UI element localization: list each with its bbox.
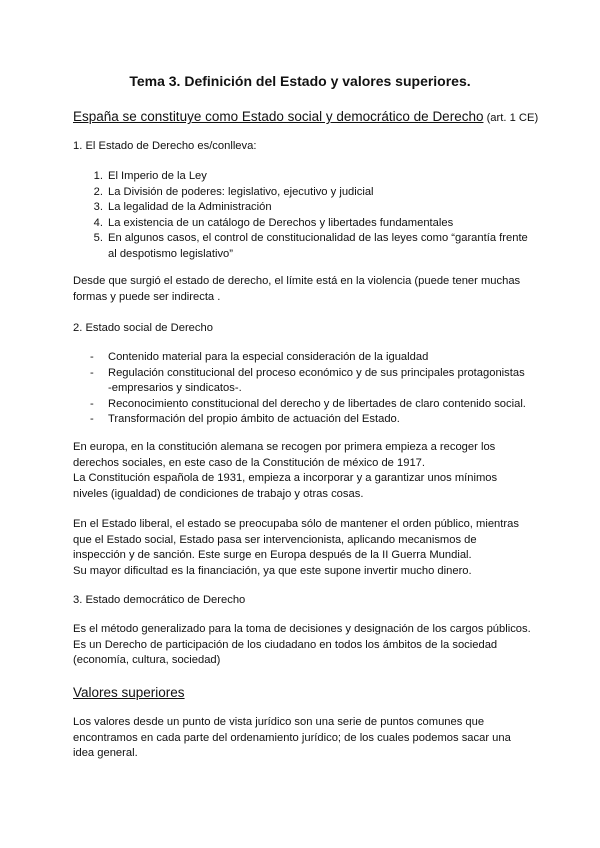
list-item-text: El Imperio de la Ley bbox=[108, 170, 207, 182]
page-title: Tema 3. Definición del Estado y valores superiores. bbox=[129, 73, 471, 89]
list-item-text: Reconocimiento constitucional del derecho y de libertades de claro contenido social. bbox=[108, 397, 526, 410]
list-item-text: La legalidad de la Administración bbox=[108, 201, 272, 213]
list-item bbox=[0, 200, 600, 216]
list-item-text: Transformación del propio ámbito de actuación del Estado. bbox=[108, 413, 400, 425]
list-item bbox=[0, 185, 600, 201]
section-3-heading: 3. Estado democrático de Derecho bbox=[73, 594, 246, 606]
paragraph-line: Es un Derecho de participación de los ciudadano en todos los ámbitos de la sociedad bbox=[73, 638, 498, 651]
intro-line bbox=[73, 108, 538, 127]
intro-article-ref: (art. 1 CE) bbox=[483, 112, 539, 124]
paragraph-line: que el Estado social, Estado pasa ser intervencionista, aplicando mecanismos de bbox=[73, 533, 477, 546]
section-1-paragraph bbox=[73, 274, 520, 305]
bullet-dash: - bbox=[90, 413, 94, 425]
list-item-text: al despotismo legislativo” bbox=[108, 247, 233, 260]
paragraph-line: derechos sociales, en este caso de la Constitución de méxico de 1917. bbox=[73, 456, 425, 469]
valores-heading: Valores superiores bbox=[73, 685, 185, 700]
paragraph-line: encontramos en cada parte del ordenamiento jurídico; de los cuales podemos sacar una bbox=[73, 731, 511, 744]
list-item-continuation bbox=[0, 247, 600, 263]
section-2-paragraph-1 bbox=[73, 440, 497, 502]
section-2-heading: 2. Estado social de Derecho bbox=[73, 322, 213, 334]
list-item-number: 5. bbox=[93, 232, 103, 244]
section-3-paragraph bbox=[73, 622, 531, 669]
list-item bbox=[0, 169, 600, 185]
intro-underlined-text: España se constituye como Estado social y democrático de Derecho bbox=[73, 109, 484, 124]
paragraph-line: Es el método generalizado para la toma de decisiones y designación de los cargos públicos. bbox=[73, 623, 531, 635]
bullet-dash: - bbox=[90, 397, 94, 410]
list-item-text: Regulación constitucional del proceso económico y de sus principales protagonistas bbox=[108, 366, 525, 379]
bullet-dash: - bbox=[90, 366, 94, 379]
list-item-number: 1. bbox=[93, 170, 103, 182]
section-2-bullets bbox=[0, 350, 600, 428]
list-item bbox=[0, 216, 600, 232]
list-item-number: 2. bbox=[93, 185, 103, 198]
list-item-text: -empresarios y sindicatos-. bbox=[108, 382, 242, 394]
section-1-list bbox=[0, 169, 600, 262]
paragraph-line: Desde que surgió el estado de derecho, el límite está en la violencia (puede tener muchas bbox=[73, 275, 521, 287]
bullet-dash: - bbox=[90, 351, 94, 363]
paragraph-line: La Constitución española de 1931, empieza a incorporar y a garantizar unos mínimos bbox=[73, 472, 498, 484]
list-item-text: Contenido material para la especial consideración de la igualdad bbox=[108, 351, 429, 363]
list-item bbox=[0, 231, 600, 247]
paragraph-line: (economía, cultura, sociedad) bbox=[73, 654, 221, 666]
paragraph-line: formas y puede ser indirecta . bbox=[73, 290, 221, 303]
list-item-text: La División de poderes: legislativo, ejecutivo y judicial bbox=[108, 185, 374, 198]
list-item bbox=[0, 366, 600, 382]
list-item-continuation bbox=[0, 381, 600, 397]
list-item bbox=[0, 412, 600, 428]
paragraph-line: Su mayor dificultad es la financiación, ya que este supone invertir mucho dinero. bbox=[73, 564, 472, 577]
list-item-text: La existencia de un catálogo de Derechos y libertades fundamentales bbox=[108, 216, 454, 229]
paragraph-line: niveles (igualdad) de condiciones de trabajo y otras cosas. bbox=[73, 487, 364, 500]
list-item-number: 3. bbox=[93, 201, 103, 213]
paragraph-line: idea general. bbox=[73, 747, 138, 759]
list-item-text: En algunos casos, el control de constitucionalidad de las leyes como “garantía frente bbox=[108, 232, 528, 244]
paragraph-line: En el Estado liberal, el estado se preocupaba sólo de mantener el orden público, mientras bbox=[73, 518, 519, 530]
section-2-paragraph-2 bbox=[73, 517, 519, 579]
section-1-heading: 1. El Estado de Derecho es/conlleva: bbox=[73, 140, 257, 152]
paragraph-line: En europa, en la constitución alemana se recogen por primera empieza a recoger los bbox=[73, 441, 496, 453]
valores-paragraph bbox=[73, 715, 511, 762]
paragraph-line: inspección y de sanción. Este surge en Europa después de la II Guerra Mundial. bbox=[73, 549, 472, 561]
list-item bbox=[0, 350, 600, 366]
list-item bbox=[0, 397, 600, 413]
paragraph-line: Los valores desde un punto de vista jurídico son una serie de puntos comunes que bbox=[73, 716, 485, 728]
list-item-number: 4. bbox=[93, 216, 103, 229]
